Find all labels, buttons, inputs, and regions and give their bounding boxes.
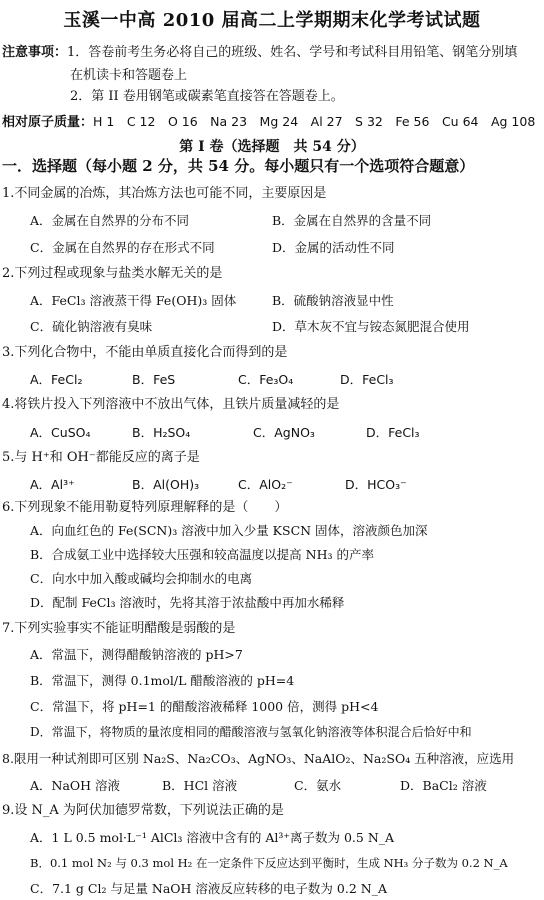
- question-3-option-c: C．Fe₃O₄: [238, 372, 294, 387]
- question-6-option-b: B．合成氨工业中选择较大压强和较高温度以提高 NH₃ 的产率: [30, 547, 374, 562]
- question-9-stem: 9.设 N_A 为阿伏加德罗常数，下列说法正确的是: [2, 803, 284, 818]
- question-2-option-b: B．硫酸钠溶液显中性: [272, 293, 394, 308]
- question-7-option-d: D．常温下，将物质的量浓度相同的醋酸溶液与氢氧化钠溶液等体积混合后恰好中和: [30, 725, 472, 739]
- question-6-option-d: D．配制 FeCl₃ 溶液时，先将其溶于浓盐酸中再加水稀释: [30, 595, 345, 610]
- notice-item-1a: 1．答卷前考生务必将自己的班级、姓名、学号和考试科目用铅笔、钢笔分别填: [67, 45, 518, 60]
- question-6-option-c: C．向水中加入酸或碱均会抑制水的电离: [30, 571, 253, 586]
- question-3-option-b: B．FeS: [132, 372, 176, 387]
- question-5-stem: 5.与 H⁺和 OH⁻都能反应的离子是: [2, 450, 200, 465]
- question-6-option-a: A．向血红色的 Fe(SCN)₃ 溶液中加入少量 KSCN 固体，溶液颜色加深: [30, 523, 428, 538]
- question-1-stem: 1.不同金属的冶炼，其冶炼方法也可能不同，主要原因是: [2, 186, 327, 201]
- question-5-option-b: B．Al(OH)₃: [132, 477, 200, 492]
- exam-title: 玉溪一中高 2010 届高二上学期期末化学考试试题: [63, 10, 481, 31]
- question-8-option-b: B．HCl 溶液: [162, 778, 238, 793]
- question-1-option-d: D．金属的活动性不同: [272, 240, 395, 255]
- question-2-option-a: A．FeCl₃ 溶液蒸干得 Fe(OH)₃ 固体: [30, 293, 237, 308]
- question-1-option-b: B．金属在自然界的含量不同: [272, 213, 432, 228]
- question-8-stem: 8.限用一种试剂即可区别 Na₂S、Na₂CO₃、AgNO₃、NaAlO₂、Na₂SO₄ 五种溶液，应选用: [2, 751, 515, 766]
- question-5-option-a: A．Al³⁺: [30, 477, 75, 492]
- notice-label: 注意事项：: [2, 45, 68, 60]
- question-2-stem: 2.下列过程或现象与盐类水解无关的是: [2, 266, 223, 281]
- notice-line-1: [2, 44, 517, 61]
- question-3-option-a: A．FeCl₂: [30, 372, 83, 387]
- question-4-option-b: B．H₂SO₄: [132, 425, 191, 440]
- question-2-option-c: C．硫化钠溶液有臭味: [30, 319, 153, 334]
- question-8-option-a: A．NaOH 溶液: [30, 778, 121, 793]
- section1-heading: 一．选择题（每小题 2 分，共 54 分。每小题只有一个选项符合题意）: [2, 157, 475, 175]
- question-4-option-d: D．FeCl₃: [366, 425, 420, 440]
- question-7-option-b: B．常温下，测得 0.1mol/L 醋酸溶液的 pH=4: [30, 673, 295, 688]
- question-9-option-a: A．1 L 0.5 mol·L⁻¹ AlCl₃ 溶液中含有的 Al³⁺离子数为 0.5 N_A: [30, 830, 395, 845]
- notice-item-2: 2．第 II 卷用钢笔或碳素笔直接答在答题卷上。: [70, 89, 344, 104]
- question-5-option-c: C．AlO₂⁻: [238, 477, 293, 492]
- question-7-stem: 7.下列实验事实不能证明醋酸是弱酸的是: [2, 621, 236, 636]
- question-6-stem: 6.下列现象不能用勒夏特列原理解释的是（ ）: [2, 500, 288, 515]
- question-8-option-c: C．氨水: [294, 778, 342, 793]
- question-3-option-d: D．FeCl₃: [340, 372, 394, 387]
- question-4-option-a: A．CuSO₄: [30, 425, 91, 440]
- question-7-option-a: A．常温下，测得醋酸钠溶液的 pH>7: [30, 647, 243, 662]
- atomic-masses-values: H 1 C 12 O 16 Na 23 Mg 24 Al 27 S 32 Fe 56 Cu 64 Ag 108: [93, 114, 536, 129]
- notice-item-1b: 在机读卡和答题卷上: [70, 68, 188, 83]
- atomic-masses-label: 相对原子质量：: [2, 115, 94, 130]
- question-3-stem: 3.下列化合物中，不能由单质直接化合而得到的是: [2, 345, 288, 360]
- question-5-option-d: D．HCO₃⁻: [345, 477, 407, 492]
- question-9-option-b: B．0.1 mol N₂ 与 0.3 mol H₂ 在一定条件下反应达到平衡时，生成 NH₃ 分子数为 0.2 N_A: [30, 856, 508, 870]
- question-4-option-c: C．AgNO₃: [253, 425, 315, 440]
- question-1-option-a: A．金属在自然界的分布不同: [30, 213, 190, 228]
- question-4-stem: 4.将铁片投入下列溶液中不放出气体，且铁片质量减轻的是: [2, 397, 340, 412]
- question-9-option-c: C．7.1 g Cl₂ 与足量 NaOH 溶液反应转移的电子数为 0.2 N_A: [30, 881, 387, 896]
- question-1-option-c: C．金属在自然界的存在形式不同: [30, 240, 215, 255]
- question-2-option-d: D．草木灰不宜与铵态氮肥混合使用: [272, 319, 470, 334]
- question-7-option-c: C．常温下，将 pH=1 的醋酸溶液稀释 1000 倍，测得 pH<4: [30, 699, 379, 714]
- part1-header: 第 Ⅰ 卷（选择题 共 54 分）: [179, 139, 365, 155]
- question-8-option-d: D．BaCl₂ 溶液: [400, 778, 487, 793]
- atomic-masses-line: [2, 113, 535, 131]
